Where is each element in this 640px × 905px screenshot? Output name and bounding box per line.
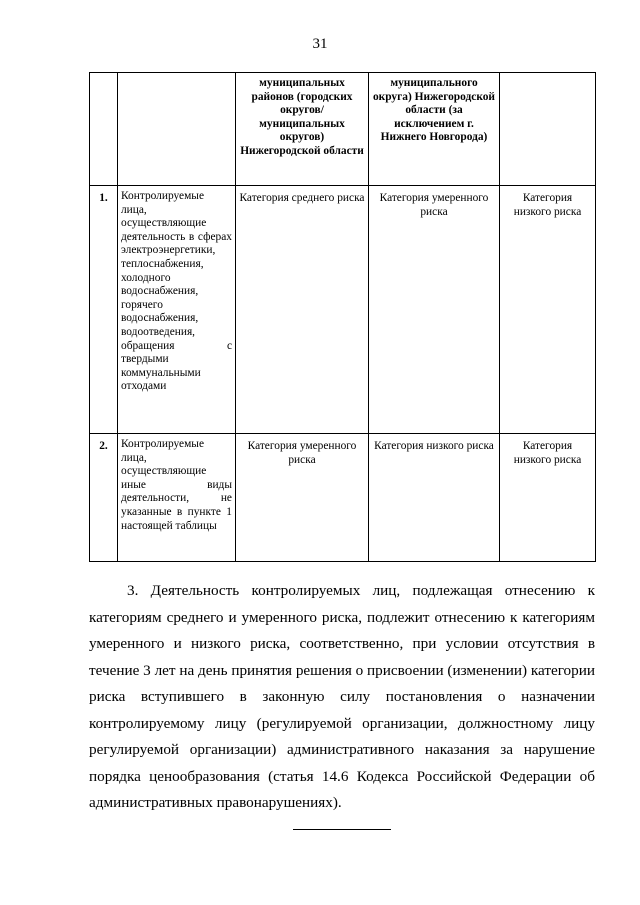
table-row bbox=[90, 434, 596, 562]
end-rule bbox=[293, 829, 391, 830]
row-number: 1. bbox=[90, 186, 118, 434]
table-row bbox=[90, 186, 596, 434]
row-category-c: Категория низкого риска bbox=[500, 186, 596, 434]
header-col-b: муниципального округа) Нижегородской области (за исключением г. Нижнего Новгорода) bbox=[369, 73, 500, 186]
row-category-b: Категория умеренного риска bbox=[369, 186, 500, 434]
row-category-c: Категория низкого риска bbox=[500, 434, 596, 562]
row-number: 2. bbox=[90, 434, 118, 562]
header-col-c bbox=[500, 73, 596, 186]
row-category-a: Категория среднего риска bbox=[236, 186, 369, 434]
paragraph-text: 3. Деятельность контролируемых лиц, подлежащая отнесению к категориям среднего и умеренного риска, подлежит отнесению к категориям умеренного и низкого риска, соответственно, при условии отсутствия в течение 3 лет на день принятия решения о присвоении (изменении) категории риска вступившего в законную силу постановления о назначении контролируемому лицу (регулируемой организации, должностному лицу регулируемой организации) административного наказания за нарушение порядка ценообразования (статья 14.6 Кодекса Российской Федерации об административных правонарушениях). bbox=[89, 582, 595, 811]
row-subject: Контролируемые лица, осуществляющие иные виды деятельности, не указанные в пункте 1 настоящей таблицы bbox=[118, 434, 236, 562]
table-header-row bbox=[90, 73, 596, 186]
page-number: 31 bbox=[312, 36, 328, 52]
row-category-b: Категория низкого риска bbox=[369, 434, 500, 562]
row-subject: Контролируемые лица, осуществляющие деятельность в сферах электроэнергетики, теплоснабжения, холодного водоснабжения, горячего водоснабжения, водоотведения, обращения с твердыми коммунальными отходами bbox=[118, 186, 236, 434]
header-col-a: муниципальных районов (городских округов/ муниципальных округов) Нижегородской области bbox=[236, 73, 369, 186]
body-paragraph bbox=[89, 578, 595, 817]
row-category-a: Категория умеренного риска bbox=[236, 434, 369, 562]
risk-category-table bbox=[89, 72, 596, 562]
header-name-cell bbox=[118, 73, 236, 186]
header-num-cell bbox=[90, 73, 118, 186]
